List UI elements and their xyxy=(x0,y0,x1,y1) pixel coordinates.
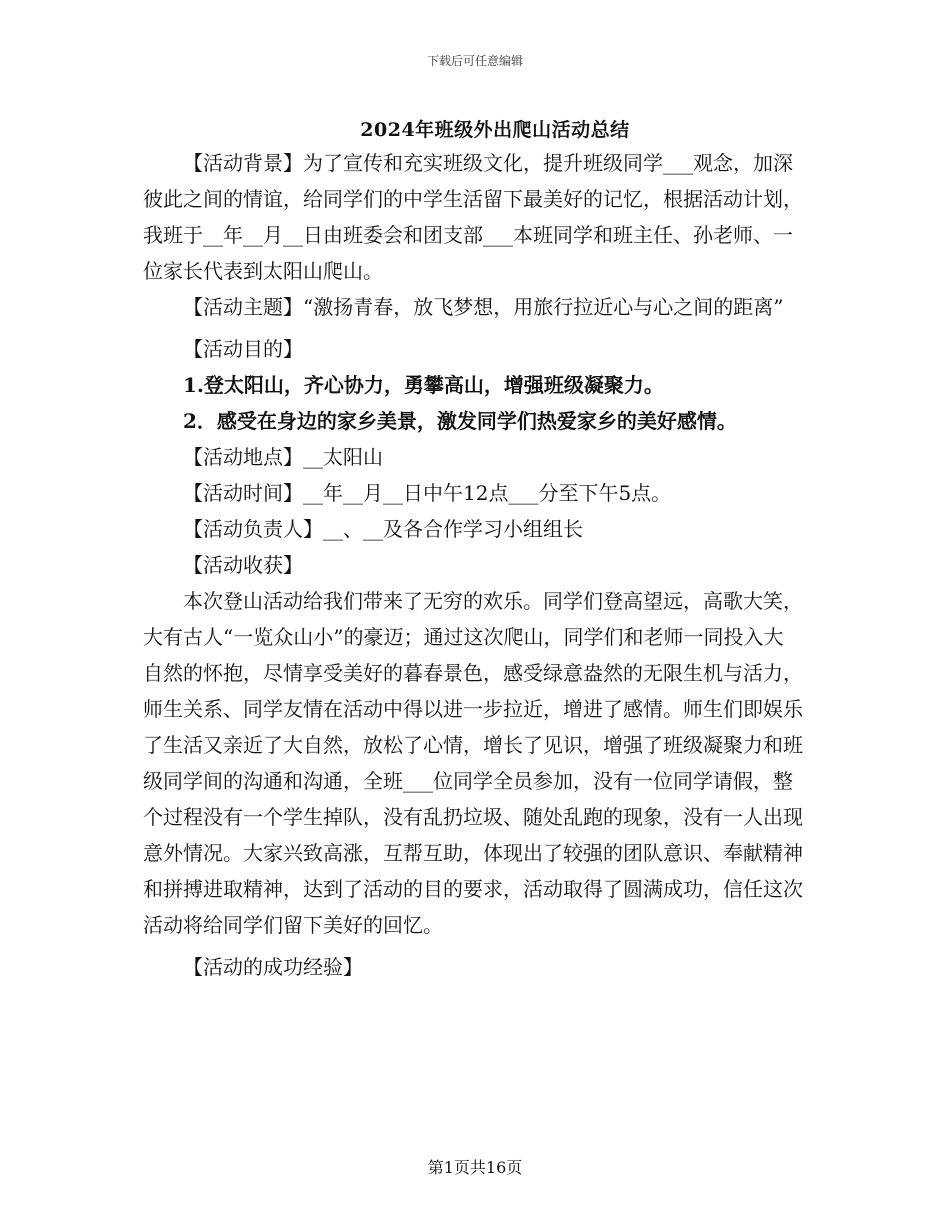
document-title: 2024年班级外出爬山活动总结 xyxy=(360,119,630,141)
paragraph-harvest-heading: 【活动收获】 xyxy=(183,553,303,577)
paragraph-leaders: 【活动负责人】__、__及各合作学习小组组长 xyxy=(183,517,583,541)
document-body xyxy=(143,145,803,985)
paragraph-location: 【活动地点】__太阳山 xyxy=(183,445,383,469)
paragraph-theme: 【活动主题】“激扬青春，放飞梦想，用旅行拉近心与心之间的距离” xyxy=(183,295,784,319)
paragraph-harvest-body: 本次登山活动给我们带来了无穷的欢乐。同学们登高望远，高歌大笑，大有古人“一览众山小”的豪迈；通过这次爬山，同学们和老师一同投入大自然的怀抱，尽情享受美好的暮春景色，感受绿意盎然的无限生机与活力，师生关系、同学友情在活动中得以进一步拉近，增进了感情。师生们即娱乐了生活又亲近了大自然，放松了心情，增长了见识，增强了班级凝聚力和班级同学间的沟通和沟通，全班___位同学全员参加，没有一位同学请假，整个过程没有一个学生掉队，没有乱扔垃圾、随处乱跑的现象，没有一人出现意外情况。大家兴致高涨，互帮互助，体现出了较强的团队意识、奉献精神和拼搏进取精神，达到了活动的目的要求，活动取得了圆满成功，信任这次活动将给同学们留下美好的回忆。 xyxy=(143,589,803,937)
page-number: 第1页共16页 xyxy=(427,1158,523,1177)
paragraph-background: 【活动背景】为了宣传和充实班级文化，提升班级同学___观念，加深彼此之间的情谊，给同学们的中学生活留下最美好的记忆，根据活动计划，我班于__年__月__日由班委会和团支部___本班同学和班主任、孙老师、一位家长代表到太阳山爬山。 xyxy=(143,151,803,283)
paragraph-purpose-heading: 【活动目的】 xyxy=(183,337,303,361)
paragraph-success-heading: 【活动的成功经验】 xyxy=(183,955,363,979)
paragraph-purpose-item-1: 1.登太阳山，齐心协力，勇攀高山，增强班级凝聚力。 xyxy=(183,373,664,397)
paragraph-purpose-item-2: 2．感受在身边的家乡美景，激发同学们热爱家乡的美好感情。 xyxy=(183,409,737,433)
paragraph-time: 【活动时间】__年__月__日中午12点___分至下午5点。 xyxy=(183,481,672,505)
header-note: 下载后可任意编辑 xyxy=(426,54,523,68)
